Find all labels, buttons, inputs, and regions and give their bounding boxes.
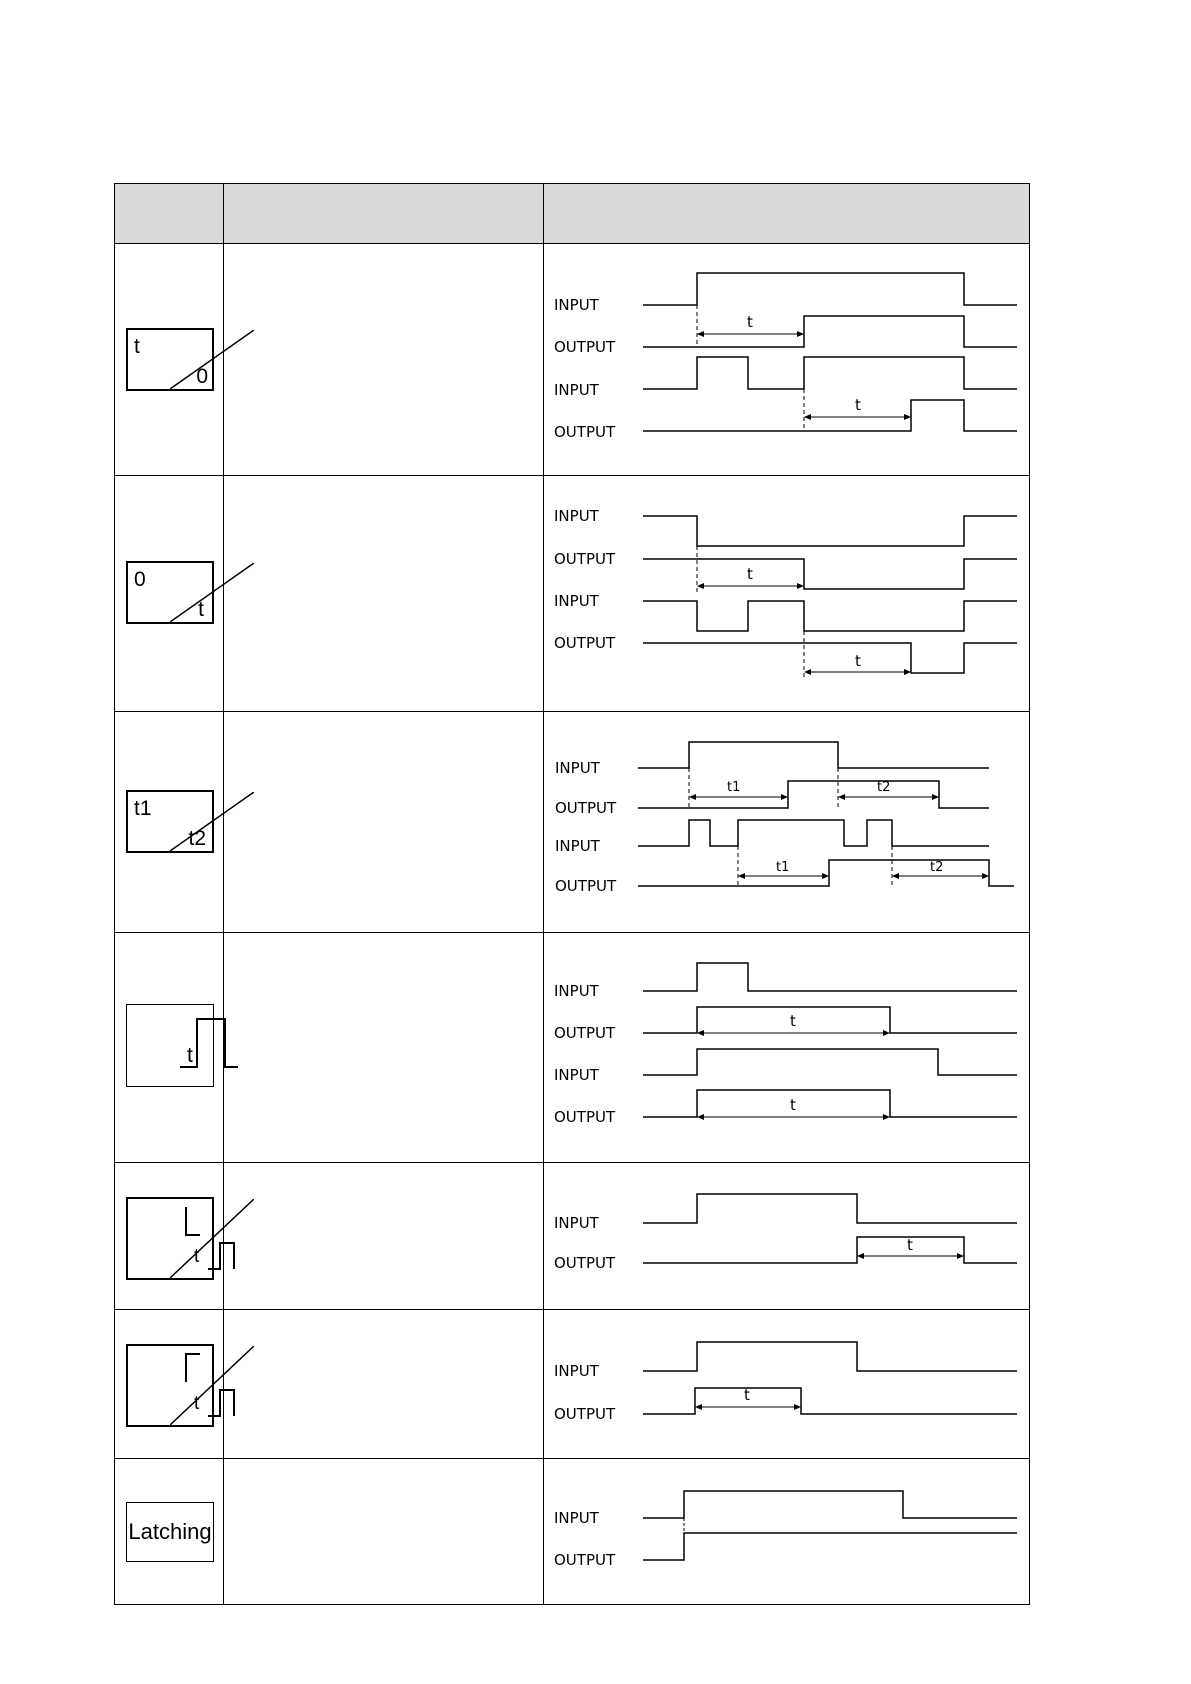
description-cell [224,476,544,712]
timing-diagram [544,1310,1029,1458]
table-row [115,1163,1030,1310]
time-label: t [747,565,753,583]
description-cell [224,712,544,933]
diagram-cell [544,476,1030,712]
waveform-output-1 [638,781,989,808]
waveform-output-1 [643,316,1017,347]
symbol-label-top: t [134,335,140,358]
waveform-output [643,1388,1017,1414]
table-row [115,244,1030,476]
waveform-input-2 [643,1049,1017,1075]
table-row [115,1459,1030,1605]
time-label: t [744,1386,750,1404]
time-label: t [790,1012,796,1030]
signal-label: OUTPUT [555,877,617,895]
waveform-input-1 [643,273,1017,305]
waveform-output-2 [643,400,1017,431]
rising-edge-pulse-symbol-icon [126,1344,214,1427]
symbol-label: t [194,1393,200,1414]
symbol-cell [115,1310,224,1459]
signal-label: OUTPUT [554,338,616,356]
waveform-input-2 [643,357,1017,389]
symbol-cell [115,476,224,712]
timing-diagram [544,1459,1029,1604]
symbol-cell [115,1459,224,1605]
signal-label: INPUT [554,1362,599,1380]
time-label: t [855,652,861,670]
waveform-input [643,1342,1017,1371]
signal-label: OUTPUT [554,1254,616,1272]
description-cell [224,1163,544,1310]
symbol-label-bottom: 0 [196,365,208,388]
symbol-label-top: 0 [134,568,146,591]
signal-label: INPUT [555,759,600,777]
time-label: t [907,1236,913,1254]
diagram-cell [544,933,1030,1163]
header-symbol-cell [115,184,224,244]
timing-diagram [544,1163,1029,1309]
waveform-output [643,1533,1017,1560]
waveform-input-2 [643,601,1017,631]
table-row [115,476,1030,712]
pulse-symbol-icon [126,1004,214,1087]
waveform-output-2 [643,643,1017,673]
waveform-input-1 [643,516,1017,546]
symbol-label: t [187,1044,193,1067]
timing-diagram [544,933,1029,1162]
waveform-output-2 [643,1090,1017,1117]
waveform-output-1 [643,1007,1017,1033]
signal-label: INPUT [554,296,599,314]
symbol-label-bottom: t [198,598,204,621]
signal-label: INPUT [554,1066,599,1084]
time-label: t2 [930,860,944,875]
waveform-output-2 [638,860,1014,886]
description-cell [224,933,544,1163]
time-label: t [790,1096,796,1114]
signal-label: INPUT [554,982,599,1000]
waveform-output-1 [643,559,1017,589]
timing-diagram [544,712,1029,932]
latching-symbol-icon [126,1502,214,1562]
on-delay-symbol-icon [126,328,214,391]
signal-label: OUTPUT [554,1108,616,1126]
signal-label: OUTPUT [554,1024,616,1042]
time-label: t1 [727,780,741,795]
time-label: t1 [776,860,790,875]
signal-label: OUTPUT [555,799,617,817]
symbol-cell [115,244,224,476]
falling-edge-pulse-symbol-icon [126,1197,214,1280]
table-row [115,1310,1030,1459]
waveform-input-1 [643,963,1017,991]
symbol-label: t [194,1246,200,1267]
description-cell [224,1459,544,1605]
description-cell [224,1310,544,1459]
symbol-cell [115,712,224,933]
signal-label: OUTPUT [554,550,616,568]
diagram-cell [544,244,1030,476]
signal-label: INPUT [554,381,599,399]
waveform-output [643,1237,1017,1263]
waveform-input-1 [638,742,989,768]
signal-label: OUTPUT [554,634,616,652]
diagram-cell [544,712,1030,933]
signal-label: OUTPUT [554,1405,616,1423]
signal-label: INPUT [554,507,599,525]
symbol-label-top: t1 [134,797,152,820]
timer-function-table [114,183,1030,1605]
header-description-cell [224,184,544,244]
waveform-input [643,1491,1017,1518]
timing-diagram [544,476,1029,711]
diagram-cell [544,1163,1030,1310]
symbol-cell [115,933,224,1163]
waveform-input [643,1194,1017,1223]
signal-label: OUTPUT [554,423,616,441]
time-label: t [747,313,753,331]
time-label: t2 [877,780,891,795]
symbol-label-bottom: t2 [188,827,206,850]
header-diagram-cell [544,184,1030,244]
symbol-cell [115,1163,224,1310]
description-cell [224,244,544,476]
signal-label: INPUT [554,1509,599,1527]
table-row [115,712,1030,933]
signal-label: OUTPUT [554,1551,616,1569]
signal-label: INPUT [555,837,600,855]
signal-label: INPUT [554,1214,599,1232]
time-label: t [855,396,861,414]
on-off-delay-symbol-icon [126,790,214,853]
diagram-cell [544,1310,1030,1459]
table-header-row [115,184,1030,244]
timing-diagram [544,244,1029,475]
table-row [115,933,1030,1163]
waveform-input-2 [638,820,989,846]
off-delay-symbol-icon [126,561,214,624]
symbol-label: Latching [128,1519,212,1544]
signal-label: INPUT [554,592,599,610]
diagram-cell [544,1459,1030,1605]
